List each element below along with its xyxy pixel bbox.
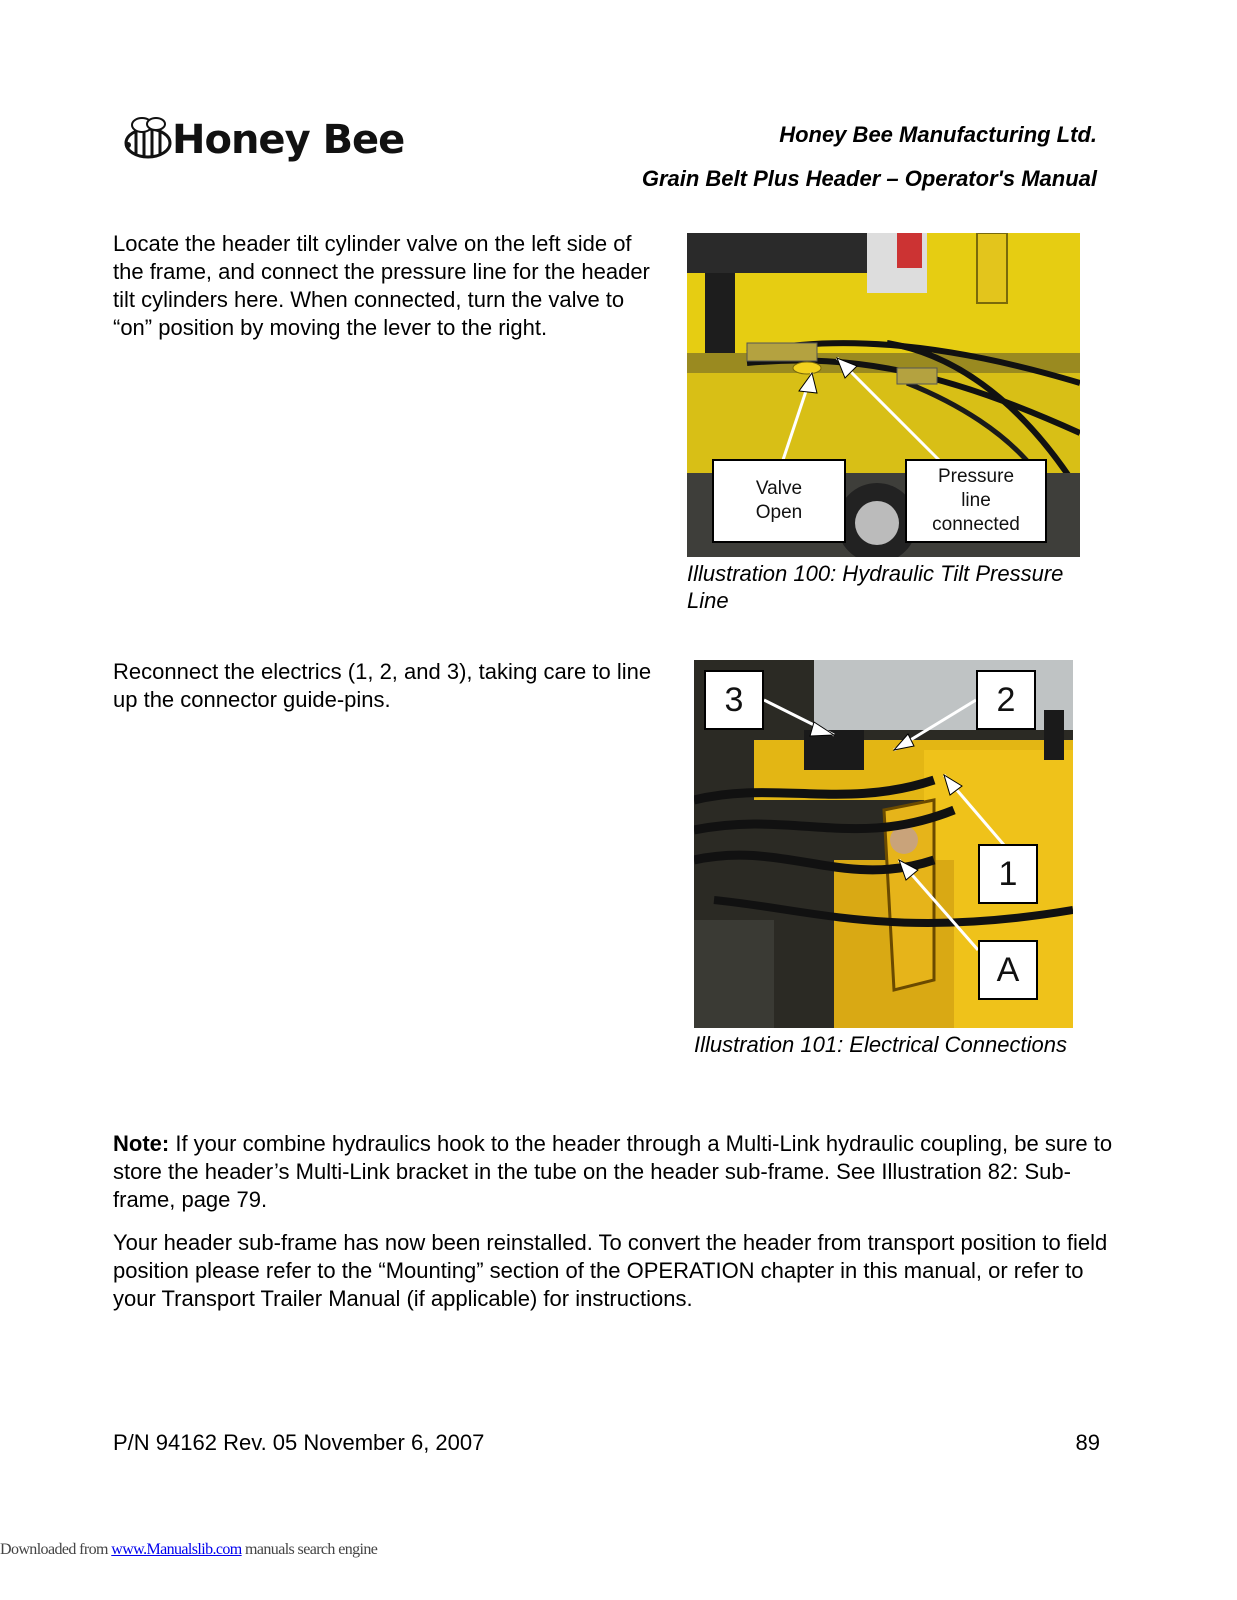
honey-bee-logo: [118, 113, 418, 169]
part-number: P/N 94162 Rev. 05 November 6, 2007: [113, 1430, 485, 1455]
bee-icon: [118, 115, 178, 165]
callout-pressure-line: Pressure line connected: [905, 459, 1047, 543]
hydraulic-tilt-photo: [687, 233, 1080, 557]
note-text: If your combine hydraulics hook to the header through a Multi-Link hydraulic coupling, be sure to store the header’s Multi-Link bracket in the tube on the header sub-frame. See Illustration 82: Sub-frame, page 79.: [113, 1131, 1113, 1212]
logo-text: Honey Bee: [172, 117, 405, 163]
closing-paragraph: Your header sub-frame has now been reinstalled. To convert the header from transport position to field position please refer to the “Mounting” section of the OPERATION chapter in this manual, or refer to your Transport Trailer Manual (if applicable) for instructions.: [113, 1230, 1108, 1311]
callout-valve-open: Valve Open: [712, 459, 846, 543]
manualslib-link[interactable]: www.Manualslib.com: [111, 1541, 242, 1558]
electrical-connections-photo: [694, 660, 1073, 1028]
callout-2: 2: [976, 670, 1036, 730]
note-label: Note:: [113, 1131, 170, 1156]
callout-a: A: [978, 940, 1038, 1000]
caption-illustration-100: Illustration 100: Hydraulic Tilt Pressure Line: [687, 561, 1064, 613]
note-paragraph: [113, 1130, 1113, 1214]
download-suffix: manuals search engine: [241, 1541, 378, 1558]
callout-1: 1: [978, 844, 1038, 904]
electrics-instructions: Reconnect the electrics (1, 2, and 3), taking care to line up the connector guide-pins.: [113, 659, 652, 712]
tilt-valve-instructions: Locate the header tilt cylinder valve on the left side of the frame, and connect the pressure line for the header tilt cylinders here. When connected, turn the valve to “on” position by moving the lever to the right.: [113, 231, 650, 340]
caption-illustration-101: Illustration 101: Electrical Connections: [694, 1032, 1067, 1057]
page-number: 89: [1075, 1430, 1100, 1455]
download-source-bar: [0, 1541, 377, 1559]
manual-title: Grain Belt Plus Header – Operator's Manual: [641, 166, 1097, 191]
download-prefix: Downloaded from: [0, 1541, 112, 1558]
company-name: Honey Bee Manufacturing Ltd.: [779, 122, 1097, 147]
callout-3: 3: [704, 670, 764, 730]
